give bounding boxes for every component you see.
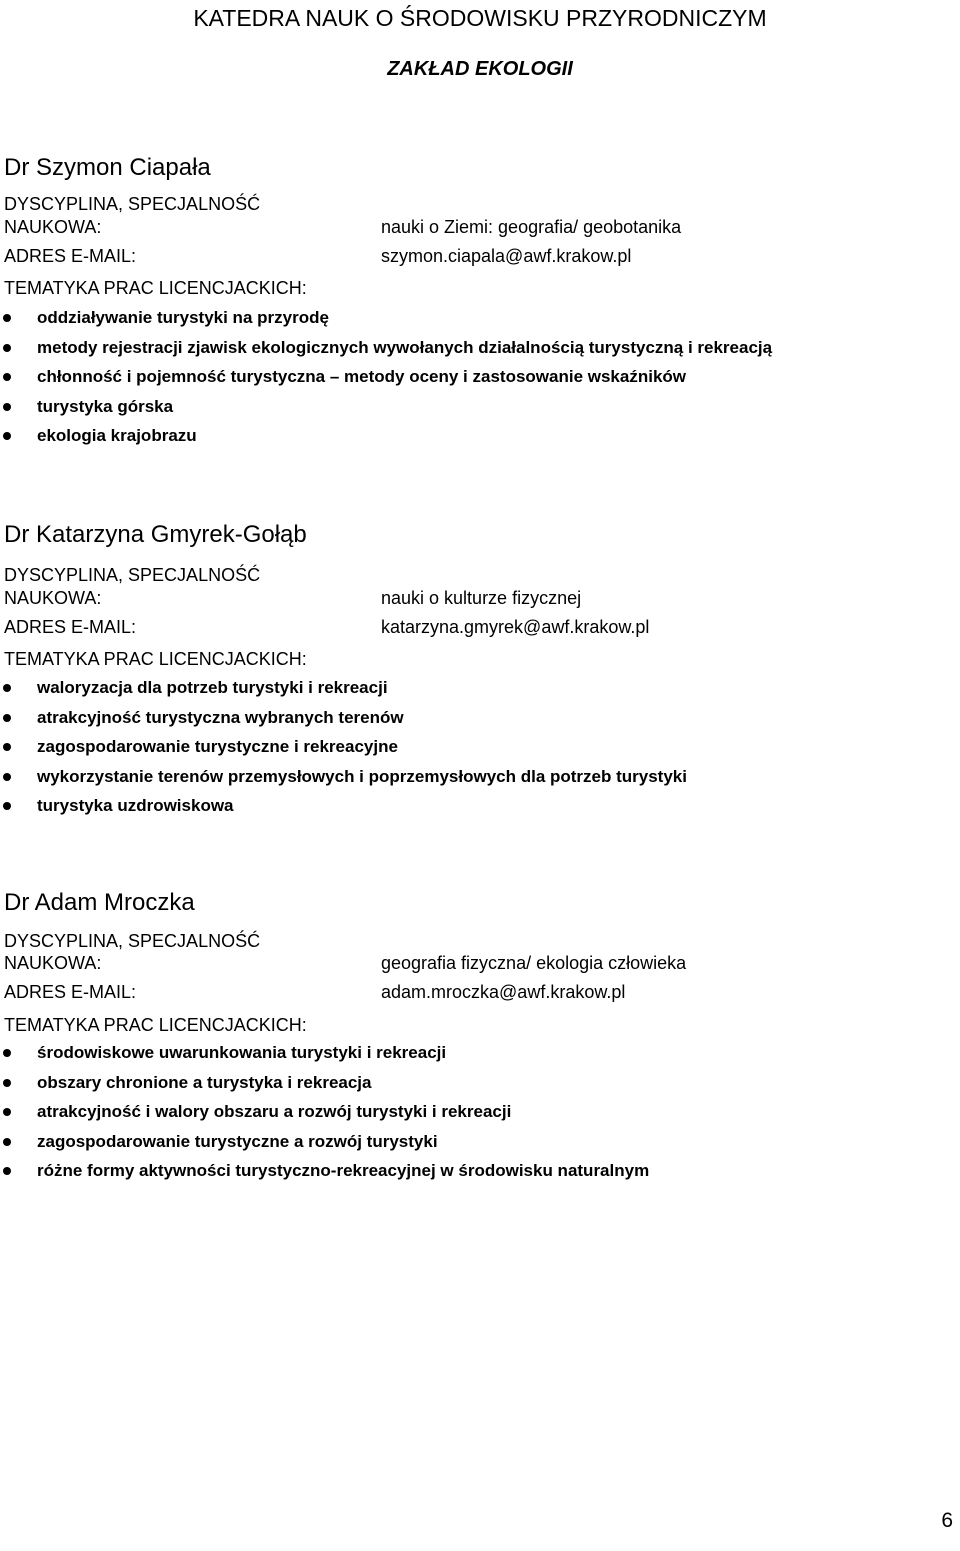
list-item: obszary chronione a turystyka i rekreacja bbox=[0, 1068, 649, 1098]
bullet-icon bbox=[3, 1108, 11, 1116]
discipline-label-line2: NAUKOWA: bbox=[4, 953, 102, 973]
list-item: środowiskowe uwarunkowania turystyki i rekreacji bbox=[0, 1038, 649, 1068]
discipline-label-line1: DYSCYPLINA, SPECJALNOŚĆ bbox=[4, 565, 261, 585]
list-item: turystyka górska bbox=[0, 392, 772, 422]
list-item: zagospodarowanie turystyczne a rozwój turystyki bbox=[0, 1127, 649, 1157]
list-item: wykorzystanie terenów przemysłowych i poprzemysłowych dla potrzeb turystyki bbox=[0, 762, 687, 792]
list-item: atrakcyjność i walory obszaru a rozwój turystyki i rekreacji bbox=[0, 1097, 649, 1127]
bullet-icon bbox=[3, 432, 11, 440]
bullet-icon bbox=[3, 1049, 11, 1057]
bullet-icon bbox=[3, 1138, 11, 1146]
bullet-icon bbox=[3, 743, 11, 751]
email-value: katarzyna.gmyrek@awf.krakow.pl bbox=[381, 617, 650, 637]
page-number: 6 bbox=[941, 1509, 953, 1532]
discipline-label-line2: NAUKOWA: bbox=[4, 217, 102, 237]
topics-heading: TEMATYKA PRAC LICENCJACKICH: bbox=[4, 278, 307, 298]
email-label: ADRES E-MAIL: bbox=[4, 982, 137, 1002]
bullet-icon bbox=[3, 373, 11, 381]
bullet-icon bbox=[3, 314, 11, 322]
topics-list bbox=[0, 673, 687, 821]
bullet-icon bbox=[3, 773, 11, 781]
list-item: waloryzacja dla potrzeb turystyki i rekreacji bbox=[0, 673, 687, 703]
list-item: chłonność i pojemność turystyczna – metody oceny i zastosowanie wskaźników bbox=[0, 362, 772, 392]
list-item: turystyka uzdrowiskowa bbox=[0, 791, 687, 821]
list-item: atrakcyjność turystyczna wybranych terenów bbox=[0, 703, 687, 733]
topics-heading: TEMATYKA PRAC LICENCJACKICH: bbox=[4, 1015, 307, 1035]
department-title: KATEDRA NAUK O ŚRODOWISKU PRZYRODNICZYM bbox=[193, 5, 767, 31]
unit-subtitle: ZAKŁAD EKOLOGII bbox=[387, 58, 573, 80]
list-item: metody rejestracji zjawisk ekologicznych wywołanych działalnością turystyczną i rekreacją bbox=[0, 333, 772, 363]
email-value: szymon.ciapala@awf.krakow.pl bbox=[381, 246, 632, 266]
bullet-icon bbox=[3, 344, 11, 352]
person-name: Dr Adam Mroczka bbox=[4, 889, 195, 916]
bullet-icon bbox=[3, 1079, 11, 1087]
person-name: Dr Szymon Ciapała bbox=[4, 154, 211, 181]
bullet-icon bbox=[3, 1167, 11, 1175]
person-name: Dr Katarzyna Gmyrek-Gołąb bbox=[4, 521, 307, 548]
list-item: ekologia krajobrazu bbox=[0, 421, 772, 451]
bullet-icon bbox=[3, 684, 11, 692]
discipline-value: nauki o kulturze fizycznej bbox=[381, 588, 582, 608]
email-label: ADRES E-MAIL: bbox=[4, 246, 137, 266]
email-value: adam.mroczka@awf.krakow.pl bbox=[381, 982, 626, 1002]
list-item: oddziaływanie turystyki na przyrodę bbox=[0, 303, 772, 333]
discipline-value: geografia fizyczna/ ekologia człowieka bbox=[381, 953, 687, 973]
bullet-icon bbox=[3, 802, 11, 810]
bullet-icon bbox=[3, 714, 11, 722]
list-item: zagospodarowanie turystyczne i rekreacyjne bbox=[0, 732, 687, 762]
bullet-icon bbox=[3, 403, 11, 411]
topics-heading: TEMATYKA PRAC LICENCJACKICH: bbox=[4, 649, 307, 669]
list-item: różne formy aktywności turystyczno-rekreacyjnej w środowisku naturalnym bbox=[0, 1156, 649, 1186]
discipline-label-line1: DYSCYPLINA, SPECJALNOŚĆ bbox=[4, 931, 261, 951]
email-label: ADRES E-MAIL: bbox=[4, 617, 137, 637]
discipline-value: nauki o Ziemi: geografia/ geobotanika bbox=[381, 217, 682, 237]
discipline-label-line2: NAUKOWA: bbox=[4, 588, 102, 608]
discipline-label-line1: DYSCYPLINA, SPECJALNOŚĆ bbox=[4, 194, 261, 214]
topics-list bbox=[0, 1038, 649, 1186]
topics-list bbox=[0, 303, 772, 451]
